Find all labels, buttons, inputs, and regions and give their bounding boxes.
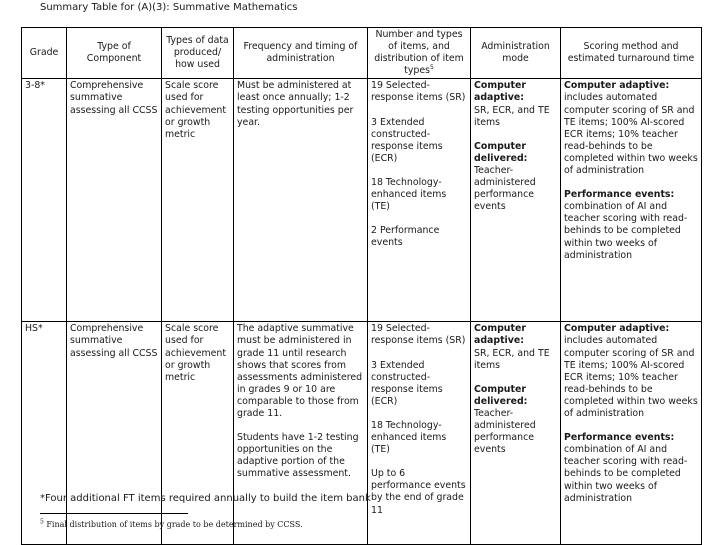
frequency-text: Students have 1-2 testing opportunities on the adaptive portion of the summative assessment. bbox=[237, 432, 359, 480]
table-caption: Summary Table for (A)(3): Summative Mathematics bbox=[40, 2, 298, 13]
item-type: 2 Performance events bbox=[371, 225, 440, 249]
scoring-label: Performance events: bbox=[564, 189, 675, 201]
footnote-ref: 5 bbox=[430, 64, 434, 72]
header-mode: Administration mode bbox=[471, 28, 561, 79]
header-component: Type of Component bbox=[67, 28, 162, 79]
cell-grade: 3-8* bbox=[22, 79, 67, 322]
cell-mode bbox=[471, 79, 561, 322]
mode-entry bbox=[474, 384, 557, 457]
cell-mode bbox=[471, 322, 561, 545]
scoring-entry bbox=[564, 432, 698, 505]
scoring-text: combination of AI and teacher scoring with read-behinds to be completed within two weeks of administration bbox=[564, 201, 688, 261]
footnote-divider bbox=[40, 513, 188, 514]
cell-grade: HS* bbox=[22, 322, 67, 545]
item-type: 3 Extended constructed-response items (ECR) bbox=[371, 359, 443, 407]
mode-entry bbox=[474, 80, 557, 128]
item-type: 18 Technology-enhanced items (TE) bbox=[371, 419, 447, 456]
cell-scoring bbox=[561, 322, 702, 545]
header-row bbox=[22, 28, 702, 79]
scoring-label: Computer adaptive: bbox=[564, 323, 670, 335]
scoring-entry bbox=[564, 80, 698, 177]
footnote-text: Final distribution of items by grade to be determined by CCSS. bbox=[46, 520, 303, 529]
item-type: 19 Selected-response items (SR) bbox=[371, 80, 466, 104]
item-type: 19 Selected-response items (SR) bbox=[371, 323, 466, 347]
scoring-label: Computer adaptive: bbox=[564, 80, 670, 92]
mode-entry bbox=[474, 323, 557, 371]
scoring-entry bbox=[564, 189, 698, 262]
footnote-marker: 5 bbox=[40, 518, 44, 526]
table-row bbox=[22, 322, 702, 545]
mode-text: Teacher-administered performance events bbox=[474, 164, 536, 213]
header-scoring: Scoring method and estimated turnaround time bbox=[561, 28, 702, 79]
cell-frequency bbox=[234, 322, 368, 545]
mode-entry bbox=[474, 141, 557, 214]
scoring-text: combination of AI and teacher scoring with read-behinds to be completed within two weeks of administration bbox=[564, 444, 688, 504]
scoring-label: Performance events: bbox=[564, 432, 675, 444]
scoring-text: includes automated computer scoring of SR and TE items; 100% AI-scored ECR items; 10% teacher read-behinds to be completed within two weeks of administration bbox=[564, 335, 698, 420]
cell-scoring bbox=[561, 79, 702, 322]
mode-text: SR, ECR, and TE items bbox=[474, 347, 550, 371]
footnote bbox=[40, 520, 303, 530]
mode-label: Computer delivered: bbox=[474, 383, 528, 407]
cell-items bbox=[368, 79, 471, 322]
cell-items bbox=[368, 322, 471, 545]
header-items-label: Number and types of items, and distribution of item types bbox=[374, 29, 464, 77]
mode-text: Teacher-administered performance events bbox=[474, 407, 536, 456]
table-row bbox=[22, 79, 702, 322]
table-note: *Four additional FT items required annually to build the item bank bbox=[40, 493, 371, 504]
cell-component: Comprehensive summative assessing all CCSS bbox=[67, 79, 162, 322]
header-data: Types of data produced/ how used bbox=[162, 28, 234, 79]
item-type: Up to 6 performance events by the end of grade 11 bbox=[371, 468, 466, 516]
scoring-text: includes automated computer scoring of SR and TE items; 100% AI-scored ECR items; 10% teacher read-behinds to be completed within two weeks of administration bbox=[564, 92, 698, 177]
header-items bbox=[368, 28, 471, 79]
mode-label: Computer adaptive: bbox=[474, 323, 526, 347]
frequency-text: Must be administered at least once annually; 1-2 testing opportunities per year. bbox=[237, 80, 354, 128]
frequency-text: The adaptive summative must be administered in grade 11 until research shows that scores from assessments administered in grades 9 or 10 are comparable to those from grade 11. bbox=[237, 323, 363, 420]
item-type: 3 Extended constructed-response items (ECR) bbox=[371, 116, 443, 164]
header-frequency: Frequency and timing of administration bbox=[234, 28, 368, 79]
summary-table bbox=[21, 27, 702, 545]
mode-text: SR, ECR, and TE items bbox=[474, 104, 550, 128]
mode-label: Computer delivered: bbox=[474, 140, 528, 164]
item-type: 18 Technology-enhanced items (TE) bbox=[371, 176, 447, 213]
header-grade: Grade bbox=[22, 28, 67, 79]
cell-data: Scale score used for achievement or growth metric bbox=[162, 322, 234, 545]
cell-data: Scale score used for achievement or growth metric bbox=[162, 79, 234, 322]
cell-component: Comprehensive summative assessing all CCSS bbox=[67, 322, 162, 545]
scoring-entry bbox=[564, 323, 698, 420]
mode-label: Computer adaptive: bbox=[474, 80, 526, 104]
cell-frequency bbox=[234, 79, 368, 322]
